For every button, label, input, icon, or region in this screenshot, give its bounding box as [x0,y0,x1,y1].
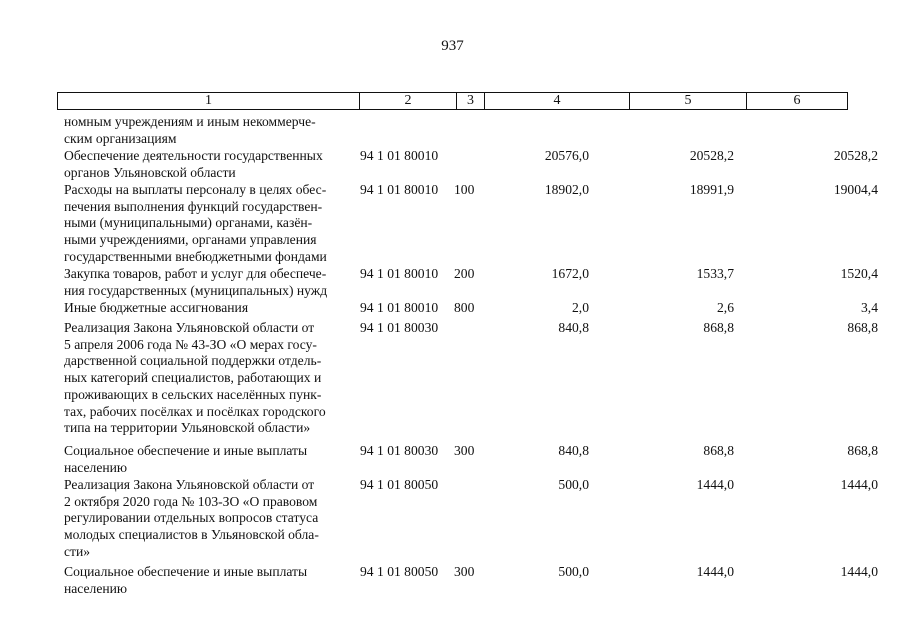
row-value-2023: 1444,0 [840,564,878,579]
row-name-line: ским организациям [64,130,177,146]
row-vr [452,114,483,147]
header-col-5: 5 [630,93,747,109]
header-col-6: 6 [793,93,801,108]
row-name [64,266,355,299]
row-name-line: регулировании отдельных вопросов статуса [64,510,319,526]
row-value-2023: 1444,0 [840,477,878,492]
row-value-2021: 2,0 [572,300,589,315]
row-value-2023: 868,8 [847,443,878,458]
row-value-2022: 1444,0 [696,564,734,579]
table-row [64,114,904,147]
row-code: 94 1 01 80010 [360,148,439,163]
row-vr: 800 [454,300,475,315]
page-number: 937 [441,38,464,54]
row-value-2021 [483,114,628,147]
row-name-line: ными (муниципальными) органами, казён- [64,215,313,231]
row-value-2023: 19004,4 [833,182,878,197]
table-row [64,320,904,437]
row-code: 94 1 01 80050 [360,564,439,579]
row-code: 94 1 01 80050 [360,477,439,492]
row-value-2023: 1520,4 [840,266,878,281]
row-code: 94 1 01 80010 [360,182,439,197]
row-vr [452,148,483,181]
row-name-line: тах, рабочих посёлках и посёлках городского [64,403,326,419]
row-value-2022: 868,8 [703,320,734,335]
row-vr: 300 [454,564,475,579]
row-name-line: Реализация Закона Ульяновской области от [64,320,315,335]
row-name-line: 5 апреля 2006 года № 43-ЗО «О мерах госу- [64,336,317,352]
row-name-line: Расходы на выплаты персоналу в целях обес- [64,182,327,197]
row-name [64,443,355,476]
table-row [64,266,904,299]
row-value-2022: 2,6 [717,300,734,315]
row-value-2022: 18991,9 [689,182,734,197]
row-name-line: Реализация Закона Ульяновской области от [64,477,315,492]
row-name [64,477,355,561]
row-name-line: ния государственных (муниципальных) нужд [64,282,328,298]
row-name [64,182,355,266]
row-name-line: органов Ульяновской области [64,164,236,180]
row-value-2021: 840,8 [558,320,589,335]
row-value-2023 [773,114,904,147]
row-name-line: Иные бюджетные ассигнования [64,300,249,315]
row-name-line: населению [64,580,128,596]
row-code: 94 1 01 80010 [360,266,439,281]
row-value-2023: 868,8 [847,320,878,335]
row-value-2021: 20576,0 [544,148,589,163]
row-name-line: ными учреждениями, органами управления [64,232,317,248]
row-vr: 300 [454,443,475,458]
row-name-line: Социальное обеспечение и иные выплаты [64,443,308,458]
table-row [64,182,904,266]
row-code [355,114,452,147]
row-name [64,320,355,437]
row-name-line: 2 октября 2020 года № 103-ЗО «О правовом [64,493,318,509]
table-row [64,148,904,181]
row-value-2022 [628,114,773,147]
row-value-2022: 868,8 [703,443,734,458]
row-name-line: Обеспечение деятельности государственных [64,148,323,163]
row-value-2021: 840,8 [558,443,589,458]
row-name [64,148,355,181]
row-value-2022: 1533,7 [696,266,734,281]
table-row [64,300,904,317]
row-name-line: типа на территории Ульяновской области» [64,420,311,436]
header-col-2: 2 [360,93,457,109]
row-name-line: государственными внебюджетными фондами [64,248,327,264]
row-value-2021: 18902,0 [544,182,589,197]
header-col-4: 4 [485,93,630,109]
row-name [64,114,355,147]
row-name-line: ных категорий специалистов, работающих и [64,370,322,386]
row-value-2023: 3,4 [861,300,878,315]
row-name [64,300,355,317]
row-value-2022: 20528,2 [689,148,734,163]
row-name-line: проживающих в сельских населённых пунк- [64,386,322,402]
row-vr [452,477,483,561]
row-code: 94 1 01 80030 [360,443,439,458]
row-name-line: населению [64,459,128,475]
row-value-2022: 1444,0 [696,477,734,492]
table-header [57,92,848,110]
row-name-line: Закупка товаров, работ и услуг для обеспече- [64,266,327,281]
row-vr: 100 [454,182,475,197]
row-value-2023: 20528,2 [833,148,878,163]
row-vr: 200 [454,266,475,281]
row-name-line: дарственной социальной поддержки отдель- [64,353,322,369]
row-value-2021: 500,0 [558,477,589,492]
row-name-line: номным учреждениям и иным некоммерче- [64,114,316,129]
row-name-line: сти» [64,543,91,559]
row-name [64,564,355,597]
row-value-2021: 1672,0 [551,266,589,281]
row-name-line: печения выполнения функций государствен- [64,198,323,214]
row-name-line: молодых специалистов в Ульяновской обла- [64,527,319,543]
header-col-1: 1 [58,93,360,109]
row-name-line: Социальное обеспечение и иные выплаты [64,564,308,579]
row-code: 94 1 01 80030 [360,320,439,335]
header-col-3: 3 [457,93,485,109]
row-code: 94 1 01 80010 [360,300,439,315]
table-row [64,564,904,597]
row-vr [452,320,483,437]
table-row [64,443,904,476]
row-value-2021: 500,0 [558,564,589,579]
table-row [64,477,904,561]
